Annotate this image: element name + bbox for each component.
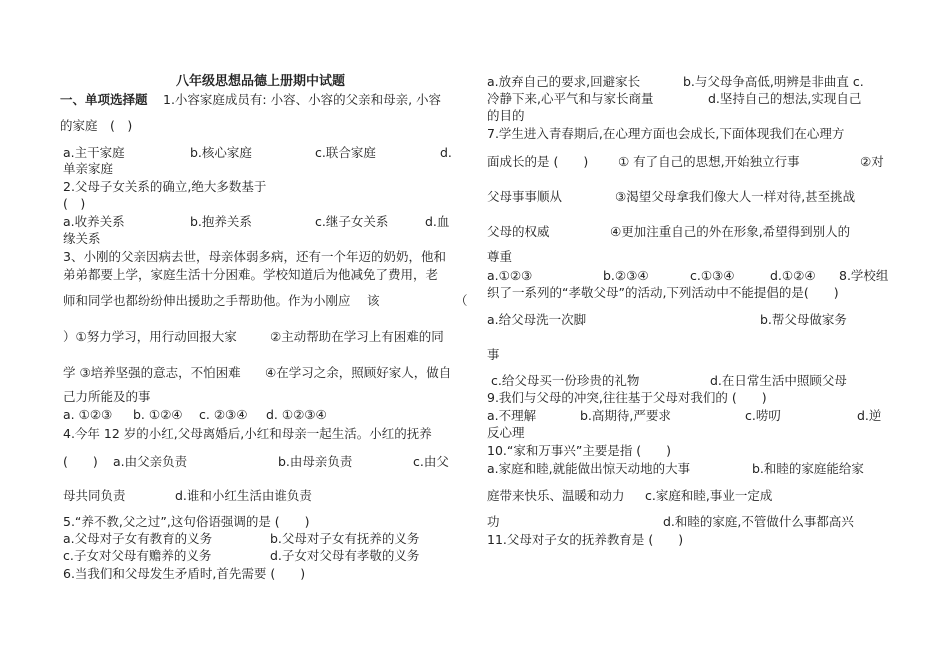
q7-line-2a: 面成长的是 ( ) (487, 154, 589, 169)
q6-option-a: a.放弃自己的要求,回避家长 (487, 74, 641, 89)
q2-option-a: a.收养关系 (63, 214, 125, 229)
q10-option-c-cont: 功 (487, 514, 500, 529)
section-heading: 一、单项选择题 (60, 92, 148, 107)
q7-line-5: 尊重 (487, 249, 513, 264)
q11-stem: 11.父母对子女的抚养教育是 ( ) (487, 532, 684, 547)
q1-option-d: d. (440, 145, 452, 160)
q7-option-c: c.①③④ (690, 268, 735, 283)
q1-option-c: c.联合家庭 (315, 145, 376, 160)
q10-option-d: d.和睦的家庭,不管做什么事都高兴 (663, 514, 854, 529)
q6-option-b: b.与父母争高低,明辨是非曲直 c. (683, 74, 864, 89)
q8-option-a: a.给父母洗一次脚 (487, 312, 587, 327)
q8-option-b: b.帮父母做家务 (760, 312, 847, 327)
q2-option-c: c.继子女关系 (315, 214, 389, 229)
q10-option-c: c.家庭和睦,事业一定成 (645, 488, 773, 503)
q6-option-d-cont: 的目的 (487, 108, 525, 123)
q3-line-1: 3、小刚的父亲因病去世，母亲体弱多病，还有一个年迈的奶奶，他和 (63, 249, 446, 264)
q7-line-2b: ① 有了自己的思想,开始独立行事 (618, 154, 800, 169)
q9-option-a: a.不理解 (487, 408, 537, 423)
q4-option-c-cont: 母共同负责 (63, 488, 126, 503)
q7-line-3b: ③渴望父母拿我们像大人一样对待,甚至挑战 (615, 189, 856, 204)
q7-line-3a: 父母事事顺从 (487, 189, 563, 204)
q1-stem-cont: 的家庭 ( ) (60, 118, 133, 133)
q3-option-c: c. ②③④ (199, 407, 248, 422)
q4-paren: ( ) (63, 454, 98, 469)
q9-stem: 9.我们与父母的冲突,往往基于父母对我们的 ( ) (487, 390, 767, 405)
q9-option-d-cont: 反心理 (487, 425, 525, 440)
q8-option-b-cont: 事 (487, 347, 500, 362)
page-title: 八年级思想品德上册期中试题 (176, 74, 346, 89)
q7-line-4b: ④更加注重自己的外在形象,希望得到别人的 (610, 224, 851, 239)
q9-option-d: d.逆 (857, 408, 882, 423)
q5-option-a: a.父母对子女有教育的义务 (63, 531, 213, 546)
q7-line-4a: 父母的权威 (487, 224, 550, 239)
q4-line-1: 4.今年 12 岁的小红,父母离婚后,小红和母亲一起生活。小红的抚养 (63, 426, 432, 441)
q1-option-d-cont: 单亲家庭 (63, 161, 114, 176)
q8-stem-cont: 织了一系列的“孝敬父母”的活动,下列活动中不能提倡的是( ) (487, 285, 839, 300)
q3-option-b: b. ①②④ (133, 407, 183, 422)
q3-line-4a: ）①努力学习，用行动回报大家 (63, 329, 237, 344)
q2-option-d: d.血 (425, 214, 450, 229)
q4-option-b: b.由母亲负责 (278, 454, 353, 469)
q8-option-d: d.在日常生活中照顾父母 (710, 373, 847, 388)
q3-line-3: 师和同学也都纷纷伸出援助之手帮助他。作为小刚应 该 (63, 293, 380, 308)
q5-option-c: c.子女对父母有赡养的义务 (63, 548, 212, 563)
q2-option-d-cont: 缘关系 (63, 231, 101, 246)
q3-line-5a: 学 ③培养坚强的意志，不怕困难 (63, 365, 241, 380)
q1-stem: 1.小容家庭成员有: 小容、小容的父亲和母亲, 小容 (163, 92, 442, 107)
q7-line-2c: ②对 (860, 154, 884, 169)
q7-line-1: 7.学生进入青春期后,在心理方面也会成长,下面体现我们在心理方 (487, 126, 845, 141)
q6-option-d: d.坚持自己的想法,实现自己 (708, 91, 862, 106)
q5-stem: 5.“养不教,父之过”,这句俗语强调的是 ( ) (63, 514, 310, 529)
q3-line-5b: ④在学习之余，照顾好家人，做自 (265, 365, 452, 380)
q3-option-d: d. ①②③④ (266, 407, 327, 422)
q7-option-a: a.①②③ (487, 268, 533, 283)
q5-option-b: b.父母对子女有抚养的义务 (270, 531, 420, 546)
q8-stem: 8.学校组 (839, 268, 889, 283)
q7-option-d: d.①②④ (770, 268, 816, 283)
q6-option-c: 冷静下来,心平气和与家长商量 (487, 91, 654, 106)
q2-stem-cont: ( ) (63, 196, 86, 211)
q1-option-a: a.主干家庭 (63, 145, 125, 160)
q10-option-b: b.和睦的家庭能给家 (752, 461, 864, 476)
q4-option-c: c.由父 (413, 454, 449, 469)
q9-option-c: c.唠叨 (745, 408, 781, 423)
q3-line-4b: ②主动帮助在学习上有困难的同 (270, 329, 444, 344)
q7-option-b: b.②③④ (603, 268, 649, 283)
q2-stem: 2.父母子女关系的确立,绝大多数基于 (63, 179, 267, 194)
q3-line-2: 弟弟都要上学，家庭生活十分困难。学校知道后为他减免了费用，老 (63, 267, 439, 282)
q8-option-c: c.给父母买一份珍贵的礼物 (491, 373, 640, 388)
q9-option-b: b.高期待,严要求 (580, 408, 671, 423)
q10-stem: 10.“家和万事兴”主要是指 ( ) (487, 443, 672, 458)
q4-option-a: a.由父亲负责 (113, 454, 188, 469)
q4-option-d: d.谁和小红生活由谁负责 (175, 488, 312, 503)
q5-option-d: d.子女对父母有孝敬的义务 (270, 548, 420, 563)
q3-option-a: a. ①②③ (63, 407, 113, 422)
q2-option-b: b.抱养关系 (190, 214, 252, 229)
q3-line-3-paren: （ (455, 293, 468, 308)
q1-option-b: b.核心家庭 (190, 145, 252, 160)
q10-option-a: a.家庭和睦,就能做出惊天动地的大事 (487, 461, 691, 476)
q3-line-6: 己力所能及的事 (63, 389, 151, 404)
q10-option-b-cont: 庭带来快乐、温暖和动力 (487, 488, 625, 503)
q6-stem: 6.当我们和父母发生矛盾时,首先需要 ( ) (63, 566, 306, 581)
